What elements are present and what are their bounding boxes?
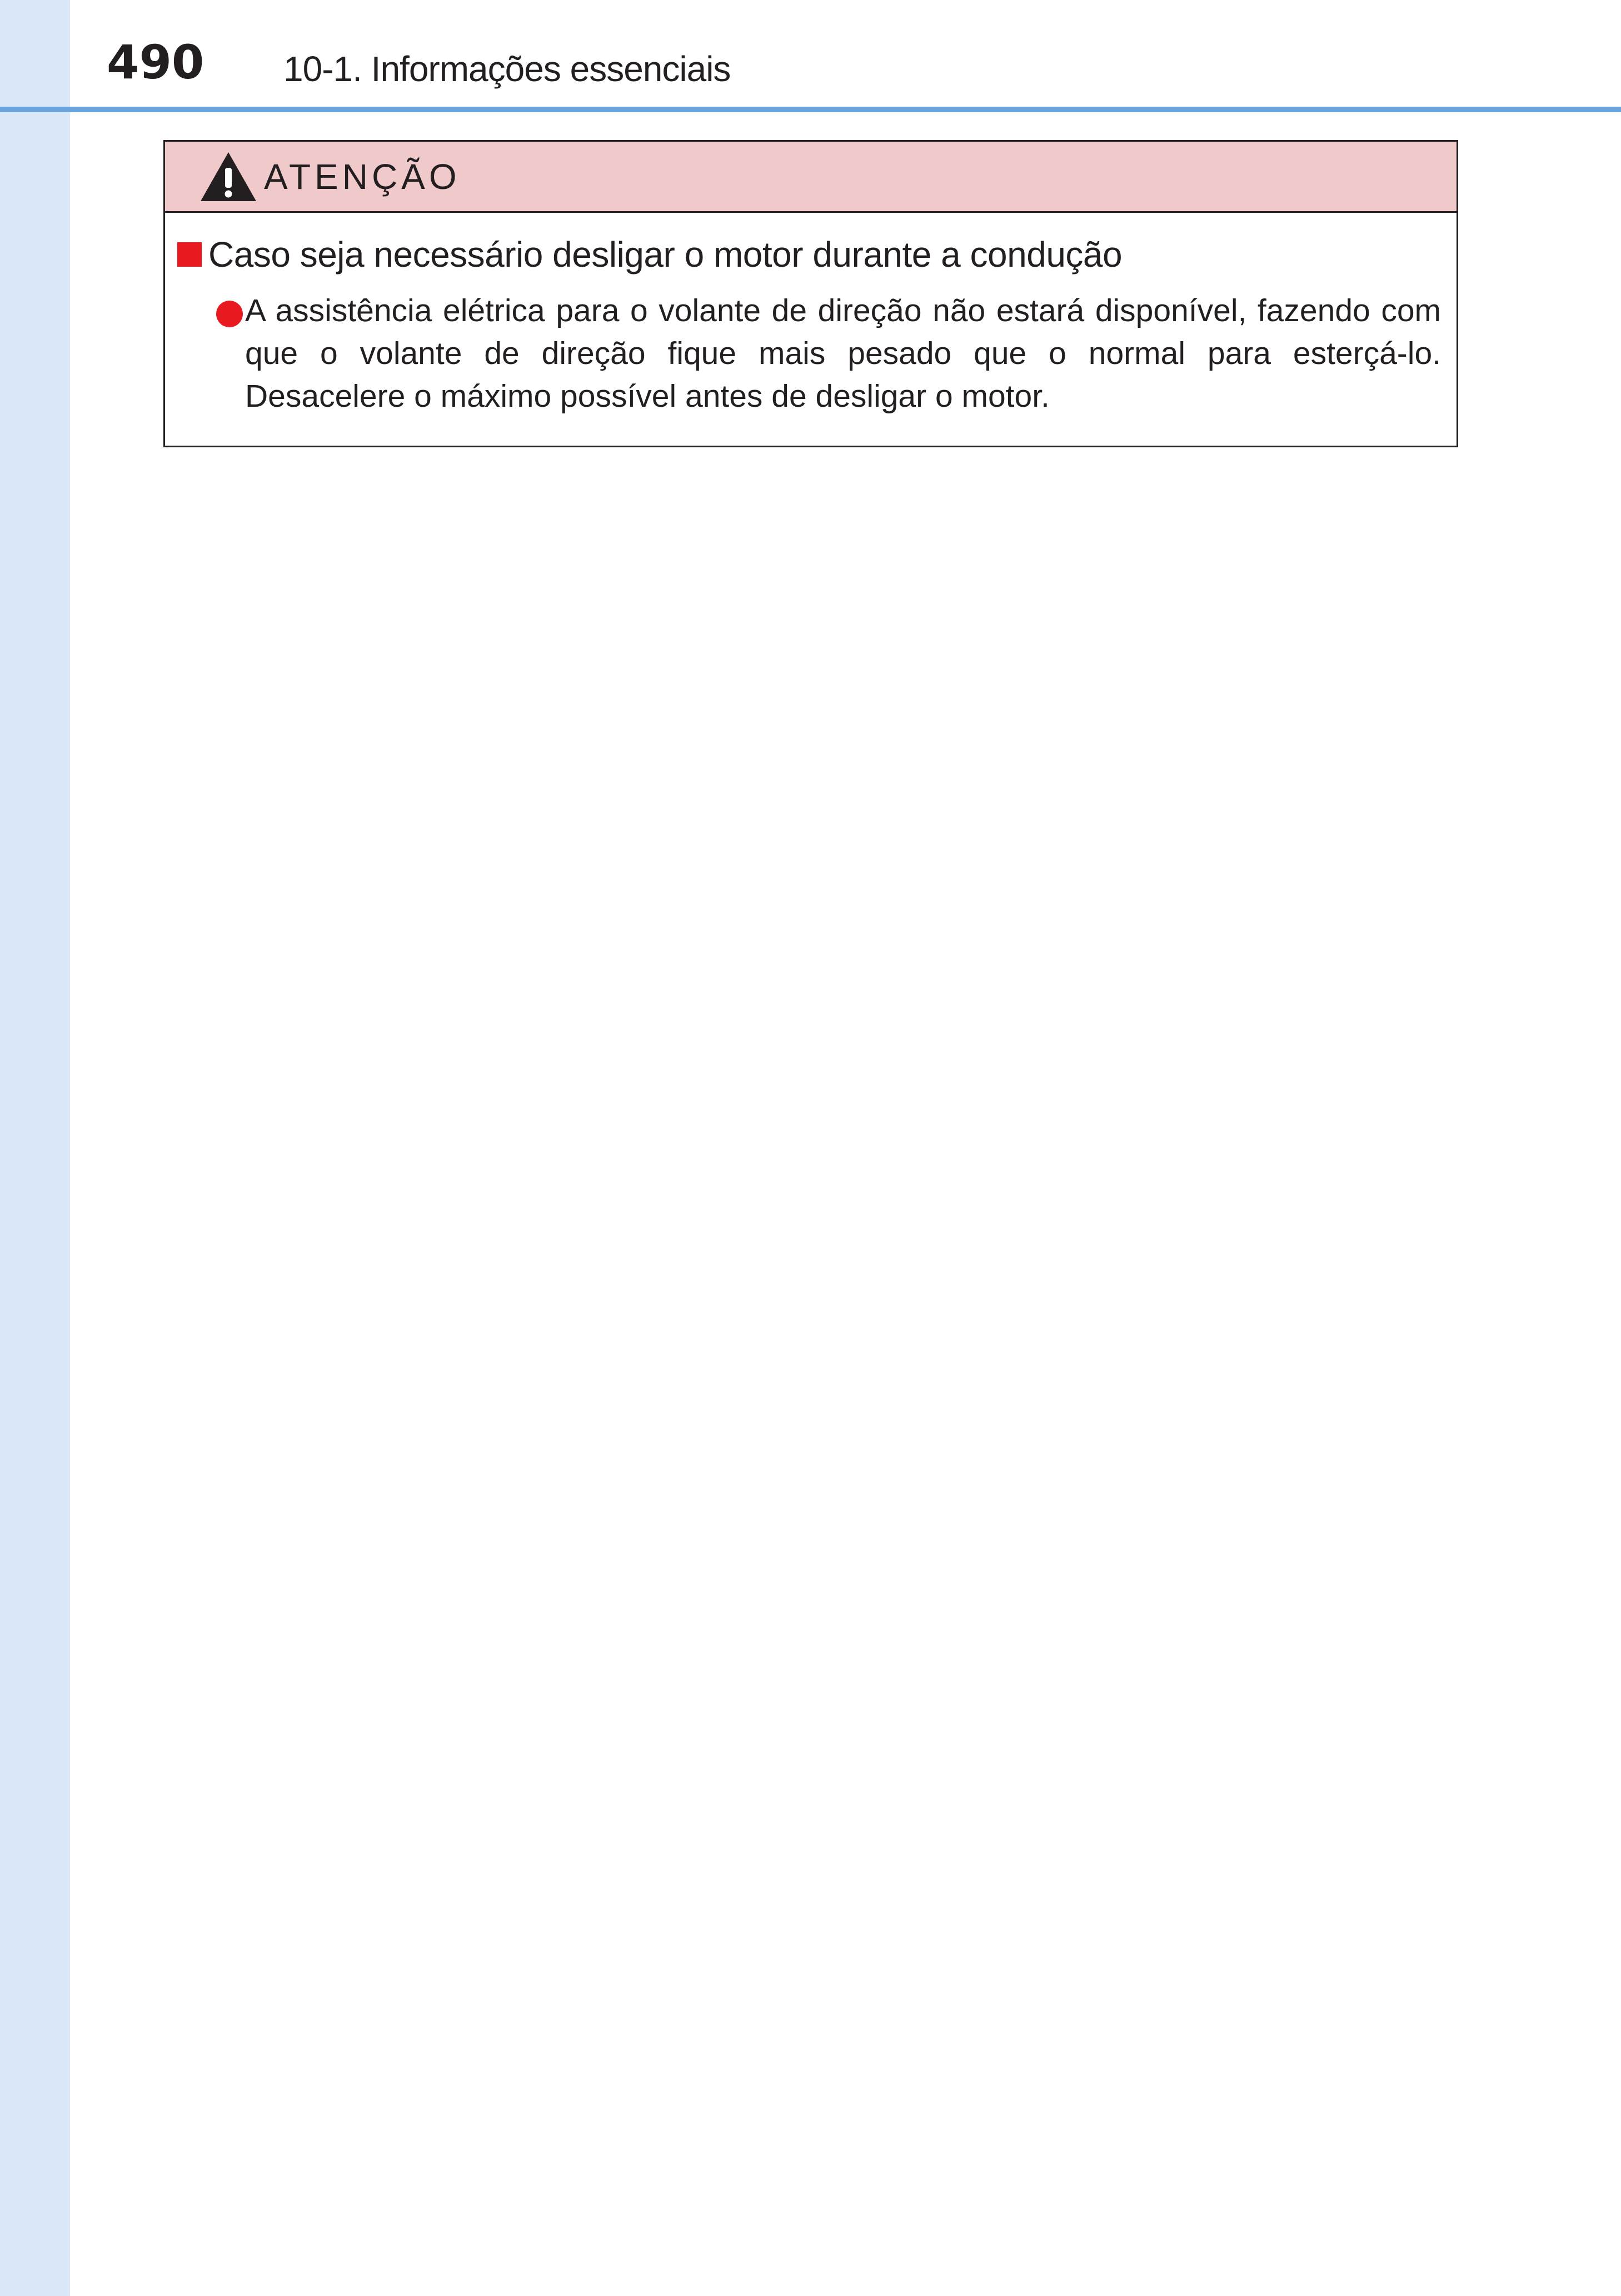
warning-header: [165, 142, 1457, 213]
warning-item: [177, 290, 1443, 418]
warning-box: [163, 140, 1458, 447]
round-bullet-icon: [216, 301, 243, 327]
side-strip: [0, 0, 70, 2296]
section-title: 10-1. Informações essenciais: [283, 49, 731, 89]
square-bullet-icon: [177, 242, 202, 267]
warning-subheading-text: Caso seja necessário desligar o motor durante a condução: [208, 234, 1123, 274]
warning-item-text: A assistência elétrica para o volante de direção não estará disponível, fazendo com que o volante de direção fique mais pesado que o normal para esterçá-lo. Desacelere o máximo possível antes de desligar o motor.: [245, 293, 1441, 415]
page-number: 490: [107, 35, 205, 89]
warning-triangle-icon: [199, 151, 257, 202]
warning-title: ATENÇÃO: [264, 156, 461, 197]
warning-subheading: [177, 235, 1443, 274]
header-rule: [0, 107, 1621, 112]
warning-body: [165, 213, 1457, 418]
